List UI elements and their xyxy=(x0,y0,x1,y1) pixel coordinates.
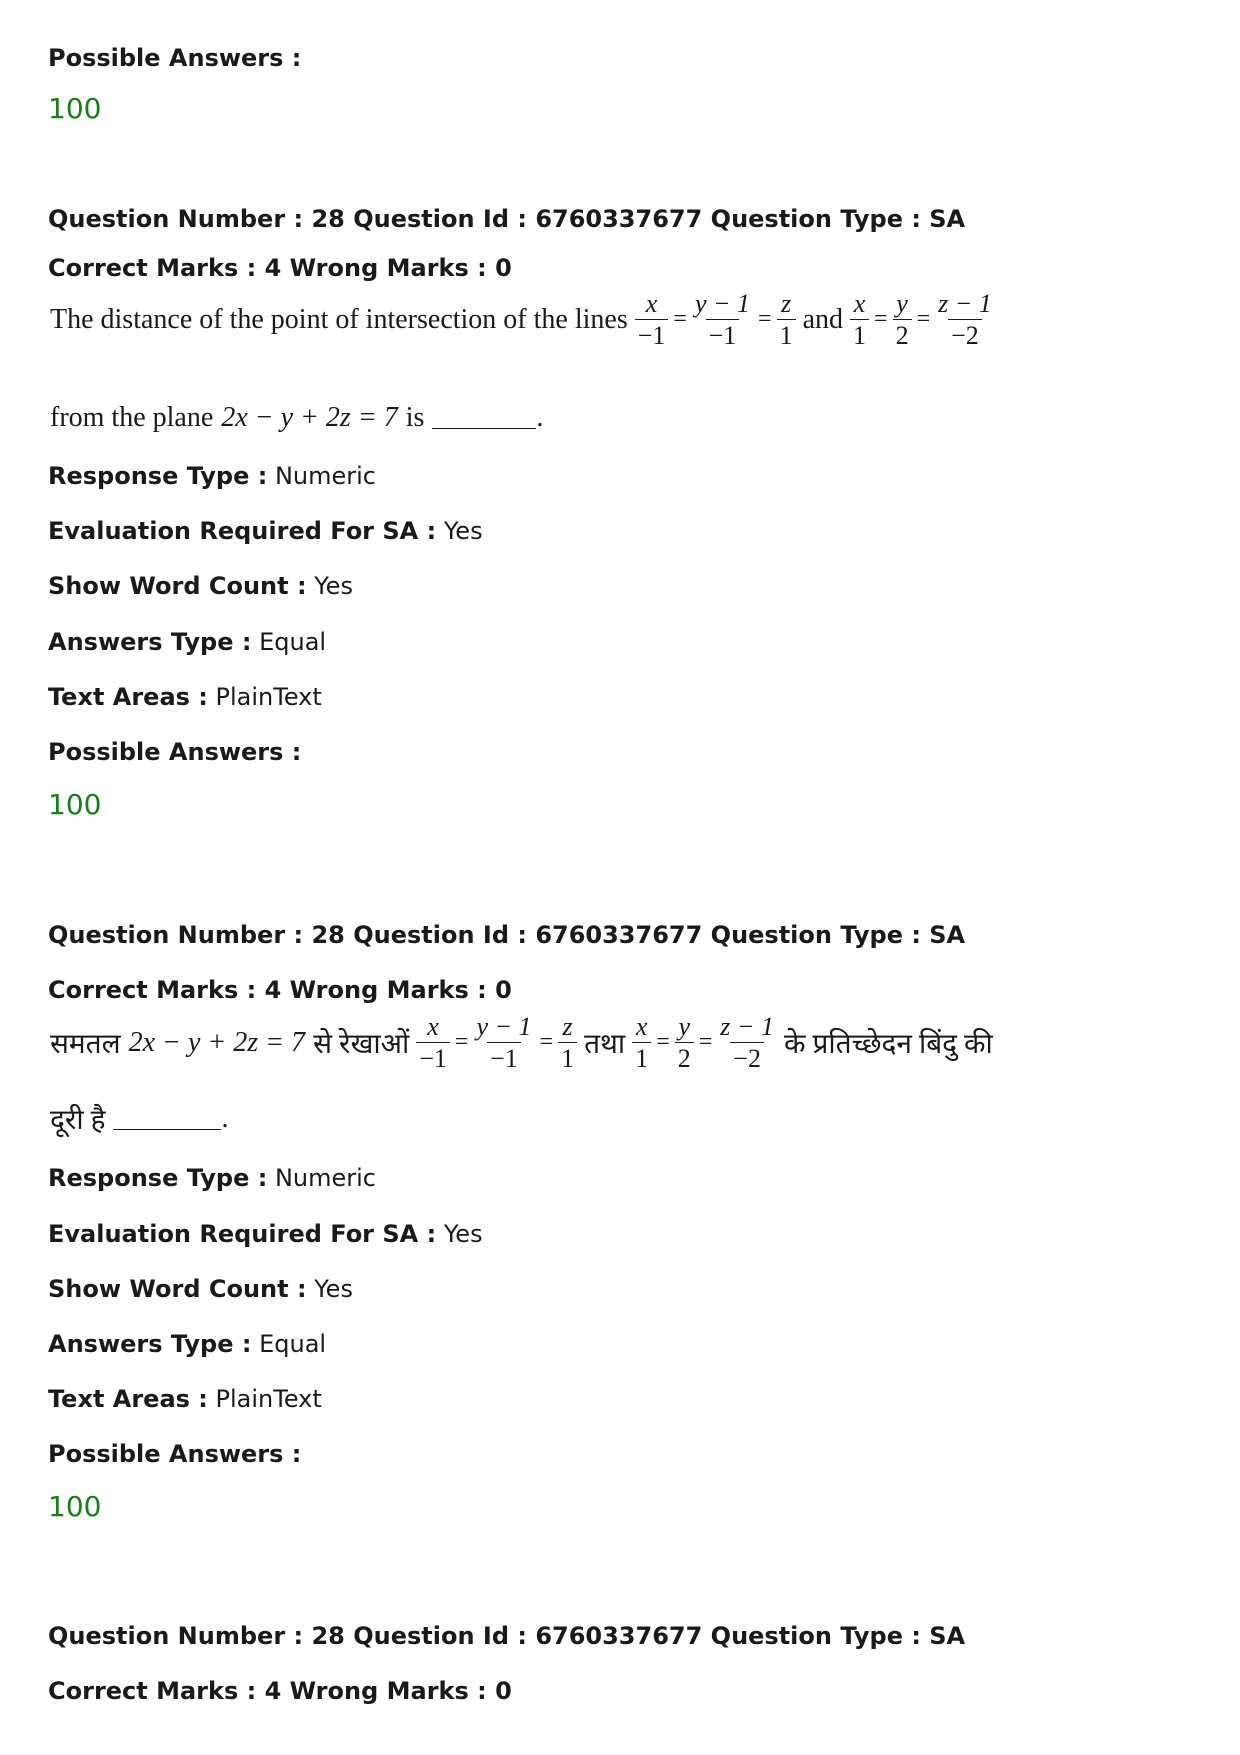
question-header: Question Number : 28 Question Id : 6760337677 Question Type : SA xyxy=(48,921,966,949)
possible-answer-value: 100 xyxy=(48,92,102,125)
question-text-line-1: The distance of the point of intersection of the lines $\frac{x}{-1}$ = $\frac{y - 1}{-1}$ = $\frac{z}{1}$ and $\frac{x}{1}$ = $\frac{y}{2}$ = $\frac{z - 1}{-2}$ xyxy=(46,290,998,350)
show-word-count-row: Show Word Count : Yes xyxy=(48,1275,353,1303)
plane-equation: 2x − y + 2z = 7 xyxy=(128,1026,306,1058)
possible-answers-label: Possible Answers : xyxy=(48,1440,302,1468)
possible-answer-value: 100 xyxy=(48,788,102,821)
answer-blank xyxy=(113,1109,221,1130)
question-header: Question Number : 28 Question Id : 6760337677 Question Type : SA xyxy=(48,205,966,233)
question-text-line-2: from the plane 2x − y + 2z = 7 is . xyxy=(50,402,544,433)
possible-answers-label: Possible Answers : xyxy=(48,44,302,72)
question-marks: Correct Marks : 4 Wrong Marks : 0 xyxy=(48,1677,512,1705)
fraction: $\frac{z - 1}{-2}$ xyxy=(720,1012,774,1074)
question-marks: Correct Marks : 4 Wrong Marks : 0 xyxy=(48,254,512,282)
answers-type-row: Answers Type : Equal xyxy=(48,1330,327,1358)
evaluation-required-row: Evaluation Required For SA : Yes xyxy=(48,517,483,545)
fraction: $\frac{y}{2}$ xyxy=(893,290,912,350)
plane-equation: 2x − y + 2z = 7 xyxy=(221,402,398,433)
fraction: $\frac{x}{1}$ xyxy=(850,290,869,350)
answers-type-row: Answers Type : Equal xyxy=(48,628,327,656)
question-text: The distance of the point of intersection of the lines xyxy=(50,303,628,335)
show-word-count-row: Show Word Count : Yes xyxy=(48,572,353,600)
question-text-line-1-hindi: समतल 2x − y + 2z = 7 से रेखाओं $\frac{x}{-1}$ = $\frac{y - 1}{-1}$ = $\frac{z}{1}$ तथा $\frac{x}{1}$ = $\frac{y}{2}$ = $\frac{z - 1}{-2}$ के प्रतिच्छेदन बिंदु की xyxy=(50,1012,993,1074)
fraction: $\frac{z}{1}$ xyxy=(777,290,796,350)
response-type-row: Response Type : Numeric xyxy=(48,462,376,490)
question-text-line-2-hindi: दूरी है . xyxy=(50,1103,229,1136)
question-text: from the plane xyxy=(50,402,214,433)
fraction: $\frac{z}{1}$ xyxy=(558,1013,577,1073)
fraction: $\frac{z - 1}{-2}$ xyxy=(938,289,992,351)
question-text-and: and xyxy=(802,303,844,335)
fraction: $\frac{x}{-1}$ xyxy=(635,290,669,350)
possible-answer-value: 100 xyxy=(48,1490,102,1523)
text-areas-row: Text Areas : PlainText xyxy=(48,1385,322,1413)
question-header: Question Number : 28 Question Id : 6760337677 Question Type : SA xyxy=(48,1622,966,1650)
fraction: $\frac{x}{1}$ xyxy=(632,1013,651,1073)
evaluation-required-row: Evaluation Required For SA : Yes xyxy=(48,1220,483,1248)
text-areas-row: Text Areas : PlainText xyxy=(48,683,322,711)
possible-answers-label: Possible Answers : xyxy=(48,738,302,766)
question-marks: Correct Marks : 4 Wrong Marks : 0 xyxy=(48,976,512,1004)
response-type-row: Response Type : Numeric xyxy=(48,1164,376,1192)
fraction: $\frac{x}{-1}$ xyxy=(416,1013,450,1073)
answer-blank xyxy=(432,408,536,429)
fraction: $\frac{y - 1}{-1}$ xyxy=(694,289,751,351)
fraction: $\frac{y}{2}$ xyxy=(675,1013,694,1073)
fraction: $\frac{y - 1}{-1}$ xyxy=(476,1012,532,1074)
